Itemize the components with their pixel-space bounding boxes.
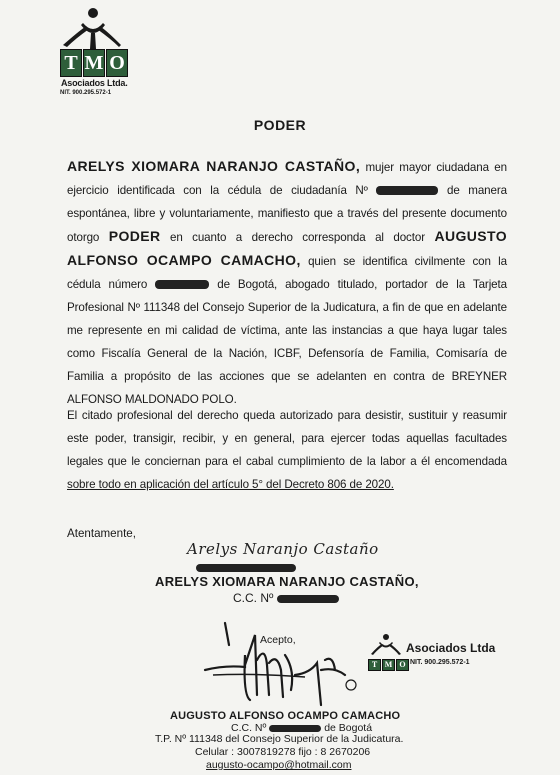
closing-text: Atentamente, — [67, 527, 136, 540]
paragraph-text: El citado profesional del derecho queda autorizado para desistir, sustituir y reasumir este poder, transigir, recibir, y en general, para ejercer todas aquellas facultades legales que le conciernan para el cabal cumplimiento de la labor a él encomendada — [67, 409, 507, 468]
paragraph-text: de Bogotá, abogado titulado, portador de la Tarjeta Profesional Nº 111348 del Consejo Superior de la Judicatura, a fin de que en adelante me represente en mi calidad de víctima, ante las instancias a que haya lugar tales como Fiscalía General de la Nación, ICBF, Defensoría de Familia, Comisaría de Familia a propósito de las acciones que se adelanten en contra de BREYNER ALFONSO MALDONADO POLO. — [67, 278, 507, 406]
acceptance-label: Acepto, — [260, 634, 296, 646]
signature-scribble-icon — [195, 615, 365, 710]
logo-letter: M — [382, 659, 395, 671]
paragraph-text: mujer mayor ciudadana en ejercicio identificada con la cédula de ciudadanía Nº — [67, 161, 507, 197]
redacted-id — [155, 280, 209, 289]
redacted-id — [376, 186, 438, 195]
logo-nit: NIT. 900.295.572-1 — [410, 659, 470, 666]
signer2-professional-card: T.P. Nº 111348 del Consejo Superior de la Judicatura. — [155, 733, 404, 745]
signer2-id-city: de Bogotá — [324, 722, 373, 734]
paragraph-grant — [67, 155, 507, 411]
tmo-letters — [60, 49, 128, 77]
logo-letter: O — [396, 659, 409, 671]
attorney-name: AUGUSTO ALFONSO OCAMPO CAMACHO, — [67, 228, 507, 268]
logo-letter: T — [60, 49, 82, 77]
people-emblem-icon — [55, 5, 135, 51]
grantor-name: ARELYS XIOMARA NARANJO CASTAÑO, — [67, 158, 361, 174]
signer1-id-label: C.C. Nº — [233, 591, 274, 605]
logo-letter: M — [83, 49, 105, 77]
people-emblem-icon — [368, 632, 404, 658]
redacted-signature-line — [196, 564, 296, 572]
poder-keyword: PODER — [108, 228, 161, 244]
redacted-id — [277, 595, 339, 603]
company-logo — [55, 5, 135, 96]
paragraph-authority — [67, 404, 507, 496]
logo-letter: O — [106, 49, 128, 77]
signer1-name: ARELYS XIOMARA NARANJO CASTAÑO, — [155, 574, 419, 589]
logo-letter: T — [368, 659, 381, 671]
logo-company-name: Asociados Ltda. — [61, 78, 128, 88]
signer2-id-label: C.C. Nº — [231, 722, 267, 734]
logo-nit: NIT. 900.295.572-1 — [60, 90, 112, 96]
logo-company-name: Asociados Ltda — [406, 641, 496, 655]
paragraph-text: de manera espontánea, libre y voluntariamente, manifiesto que a través del presente documento otorgo — [67, 184, 507, 244]
tmo-letters — [368, 659, 409, 671]
document-title: PODER — [253, 117, 307, 133]
signer2-phone: Celular : 3007819278 fijo : 8 2670206 — [195, 746, 371, 758]
company-logo-small — [366, 632, 496, 672]
paragraph-text: quien se identifica civilmente con la cédula número — [67, 255, 507, 291]
handwritten-signature: Arelys Naranjo Castaño — [187, 540, 379, 558]
signer2-name: AUGUSTO ALFONSO OCAMPO CAMACHO — [170, 710, 401, 722]
signer1-id — [233, 591, 339, 605]
redacted-id — [269, 725, 321, 732]
signer2-email[interactable]: augusto-ocampo@hotmail.com — [206, 759, 352, 771]
paragraph-text: en cuanto a derecho corresponda al doctor — [160, 231, 435, 244]
decree-reference: sobre todo en aplicación del artículo 5° del Decreto 806 de 2020. — [67, 478, 394, 491]
